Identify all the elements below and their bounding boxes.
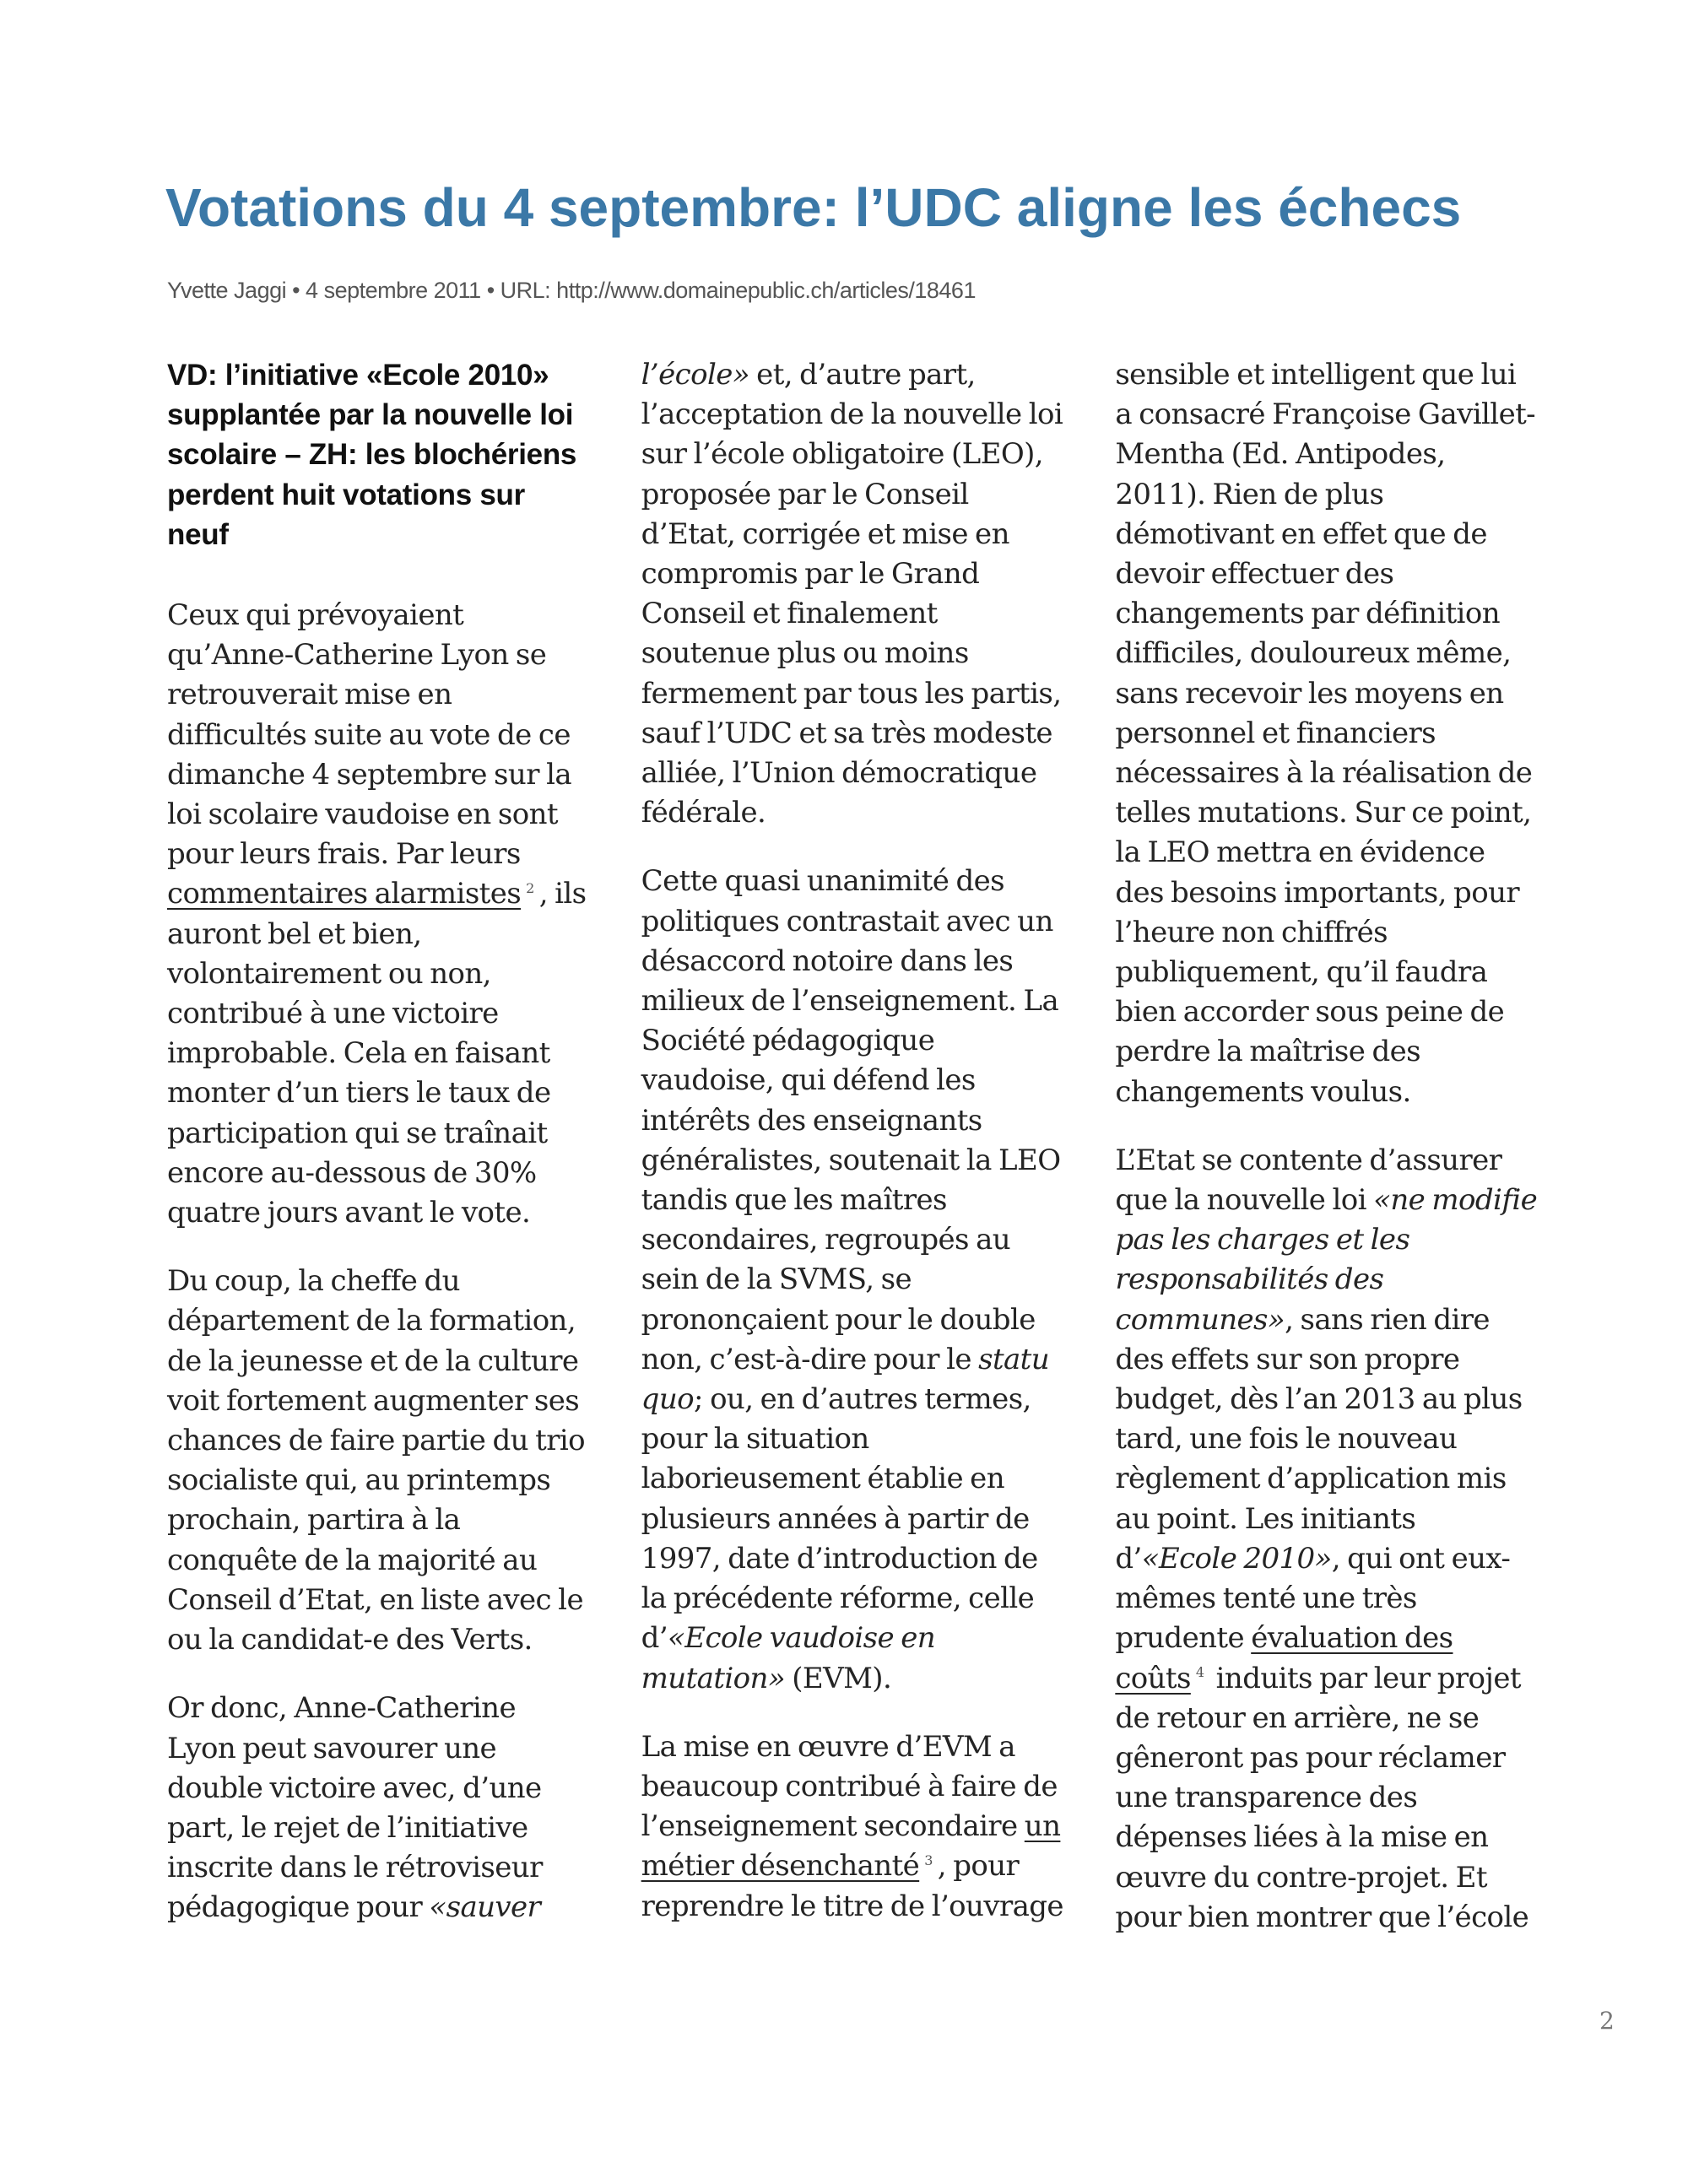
text-run: La mise en œuvre d’EVM a beaucoup contribué à faire de l’enseignement secondaire [641, 1729, 1058, 1844]
paragraph [167, 596, 591, 1233]
text-run: L’Etat se contente d’assurer que la nouvelle loi [1115, 1143, 1502, 1218]
text-run: et, d’autre part, l’acceptation de la nouvelle loi sur l’école obligatoire (LEO), proposée par le Conseil d’Etat, corrigée et mise en compromis par le Grand Conseil et finalement soutenue plus ou moins fermement par tous les partis, sauf l’UDC et sa très modeste alliée, l’Union démocratique fédérale. [641, 358, 1063, 830]
article-lead: VD: l’initiative «Ecole 2010» supplantée par la nouvelle loi scolaire – ZH: les blochériens perdent huit votations sur neuf [167, 359, 577, 551]
article-meta: Yvette Jaggi • 4 septembre 2011 • URL: http://www.domainepublic.ch/articles/18461 [167, 278, 976, 303]
text-run: Ceux qui prévoyaient qu’Anne-Catherine Lyon se retrouverait mise en difficultés suite au vote de ce dimanche 4 septembre sur la loi scolaire vaudoise en sont pour leurs frais. Par leurs [167, 598, 572, 872]
text-run: Or donc, Anne-Catherine Lyon peut savourer une double victoire avec, d’une part, le rejet de l’initiative inscrite dans le rétroviseur pédagogique pour [167, 1691, 543, 1925]
text-run: ; ou, en d’autres termes, pour la situation laborieusement établie en plusieurs années à partir de 1997, date d’introduction de la précédente réforme, celle d’ [641, 1382, 1038, 1656]
quote-emphasis: «Ecole 2010» [1141, 1541, 1332, 1576]
evaluation-couts-link[interactable]: évaluation des coûts [1115, 1621, 1453, 1695]
text-run: Cette quasi unanimité des politiques contrastait avec un désaccord notoire dans les milieux de l’enseignement. La Société pédagogique vaudoise, qui défend les intérêts des enseignants généralistes, soutenait la LEO tandis que les maîtres secondaires, regroupés au sein de la SVMS, se prononçaient pour le double non, c’est-à-dire pour le [641, 864, 1061, 1376]
metier-desenchante-link[interactable]: un métier désenchanté [641, 1809, 1061, 1884]
article-title: Votations du 4 septembre: l’UDC aligne les échecs [165, 177, 1462, 238]
quote-emphasis: «sauver l’école» [429, 358, 749, 1925]
paragraph [1115, 1141, 1539, 1938]
quote-emphasis: statu quo [641, 1342, 1050, 1417]
commentaires-link[interactable]: commentaires alarmistes [167, 877, 522, 911]
text-run: , qui ont eux-mêmes tenté une très prudente [1115, 1541, 1511, 1656]
page-number: 2 [1599, 2007, 1615, 2035]
text-run: induits par leur projet de retour en arrière, ne se gêneront pas pour réclamer une transparence des dépenses liées à la mise en œuvre du contre-projet. Et pour bien montrer que l’école [1115, 1661, 1529, 1934]
footnote-marker[interactable]: 3 [924, 1852, 933, 1868]
footnote-marker[interactable]: 2 [526, 880, 534, 897]
text-run: (EVM). [785, 1661, 892, 1695]
text-run: , ils auront bel et bien, volontairement ou non, contribué à une victoire improbable. Cela en faisant monter d’un tiers le taux de participation qui se traînait encore au-dessous de 30% quatre jours avant le vote. [167, 877, 587, 1230]
text-run: , pour reprendre le titre de l’ouvrage sensible et intelligent que lui a consacré Françoise Gavillet-Mentha (Ed. Antipodes, 2011). Rien de plus démotivant en effet que de devoir effectuer des changements par définition difficiles, douloureux même, sans recevoir les moyens en personnel et financiers nécessaires à la réalisation de telles mutations. Sur ce point, la LEO mettra en évidence des besoins importants, pour l’heure non chiffrés publiquement, qu’il faudra bien accorder sous peine de perdre la maîtrise des changements voulus. [641, 358, 1536, 1923]
text-run: , sans rien dire des effets sur son propre budget, dès l’an 2013 au plus tard, une fois le nouveau règlement d’application mis au point. Les initiants d’ [1115, 1302, 1523, 1576]
paragraph: Du coup, la cheffe du département de la formation, de la jeunesse et de la culture voit fortement augmenter ses chances de faire partie du trio socialiste qui, au printemps prochain, partira à la conquête de la majorité au Conseil d’Etat, en liste avec le ou la candidat-e des Verts. [167, 1264, 586, 1657]
paragraph [641, 862, 1065, 1698]
quote-emphasis: «Ecole vaudoise en mutation» [641, 1621, 936, 1695]
footnote-marker[interactable]: 4 [1195, 1664, 1204, 1681]
article-body [167, 355, 1539, 1959]
quote-emphasis: «ne modifie pas les charges et les responsabilités des communes» [1115, 1183, 1538, 1337]
